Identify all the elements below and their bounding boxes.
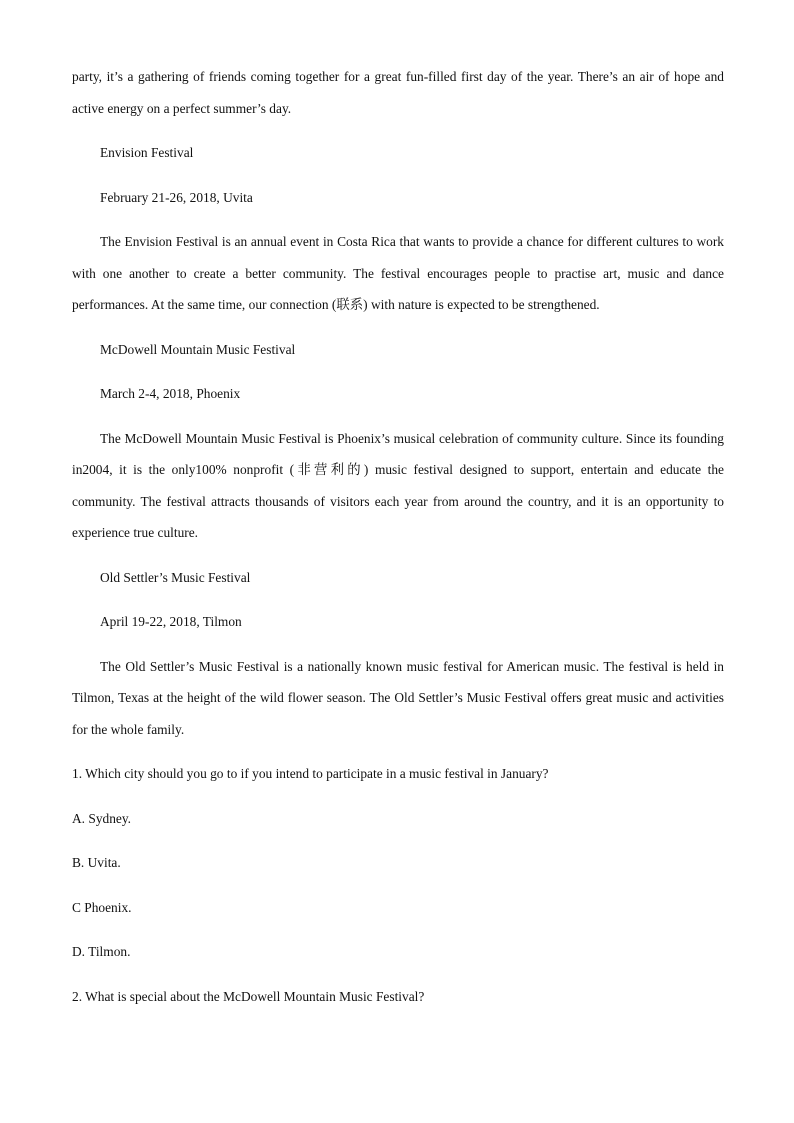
document-page [72, 61, 724, 1012]
answer-option: D. Tilmon. [72, 944, 131, 959]
intro-paragraph: party, it’s a gathering of friends coming together for a great fun-filled first day of the year. There’s an air of hope and active energy on a perfect summer’s day. [72, 69, 724, 116]
festival-description: The Envision Festival is an annual event in Costa Rica that wants to provide a chance for different cultures to work with one another to create a better community. The festival encourages people to practise art, music and dance performances. At the same time, our connection (联系) with nature is expected to be strengthened. [72, 234, 724, 312]
festival-name: McDowell Mountain Music Festival [100, 341, 296, 357]
answer-option: C Phoenix. [72, 899, 132, 915]
festival-description: The Old Settler’s Music Festival is a nationally known music festival for American music. The festival is held in Tilmon, Texas at the height of the wild flower season. The Old Settler’s Music Festival offers great music and activities for the whole family. [72, 658, 724, 737]
question-stem: 2. What is special about the McDowell Mountain Music Festival? [72, 988, 425, 1004]
festival-date-place: March 2-4, 2018, Phoenix [100, 386, 241, 401]
festival-date-place: April 19-22, 2018, Tilmon [100, 614, 242, 629]
answer-option: A. Sydney. [72, 810, 132, 826]
festival-date-place: February 21-26, 2018, Uvita [100, 189, 253, 205]
answer-option: B. Uvita. [72, 855, 121, 870]
festival-name: Old Settler’s Music Festival [100, 569, 251, 585]
festival-name: Envision Festival [100, 145, 194, 160]
festival-description: The McDowell Mountain Music Festival is Phoenix’s musical celebration of community culture. Since its founding in2004, it is the only100% nonprofit (非营利的) music festival designed to support, entertain and educate the community. The festival attracts thousands of visitors each year from around the country, and it is an opportunity to experience true culture. [72, 430, 724, 540]
question-stem: 1. Which city should you go to if you intend to participate in a music festival in January? [72, 766, 549, 781]
